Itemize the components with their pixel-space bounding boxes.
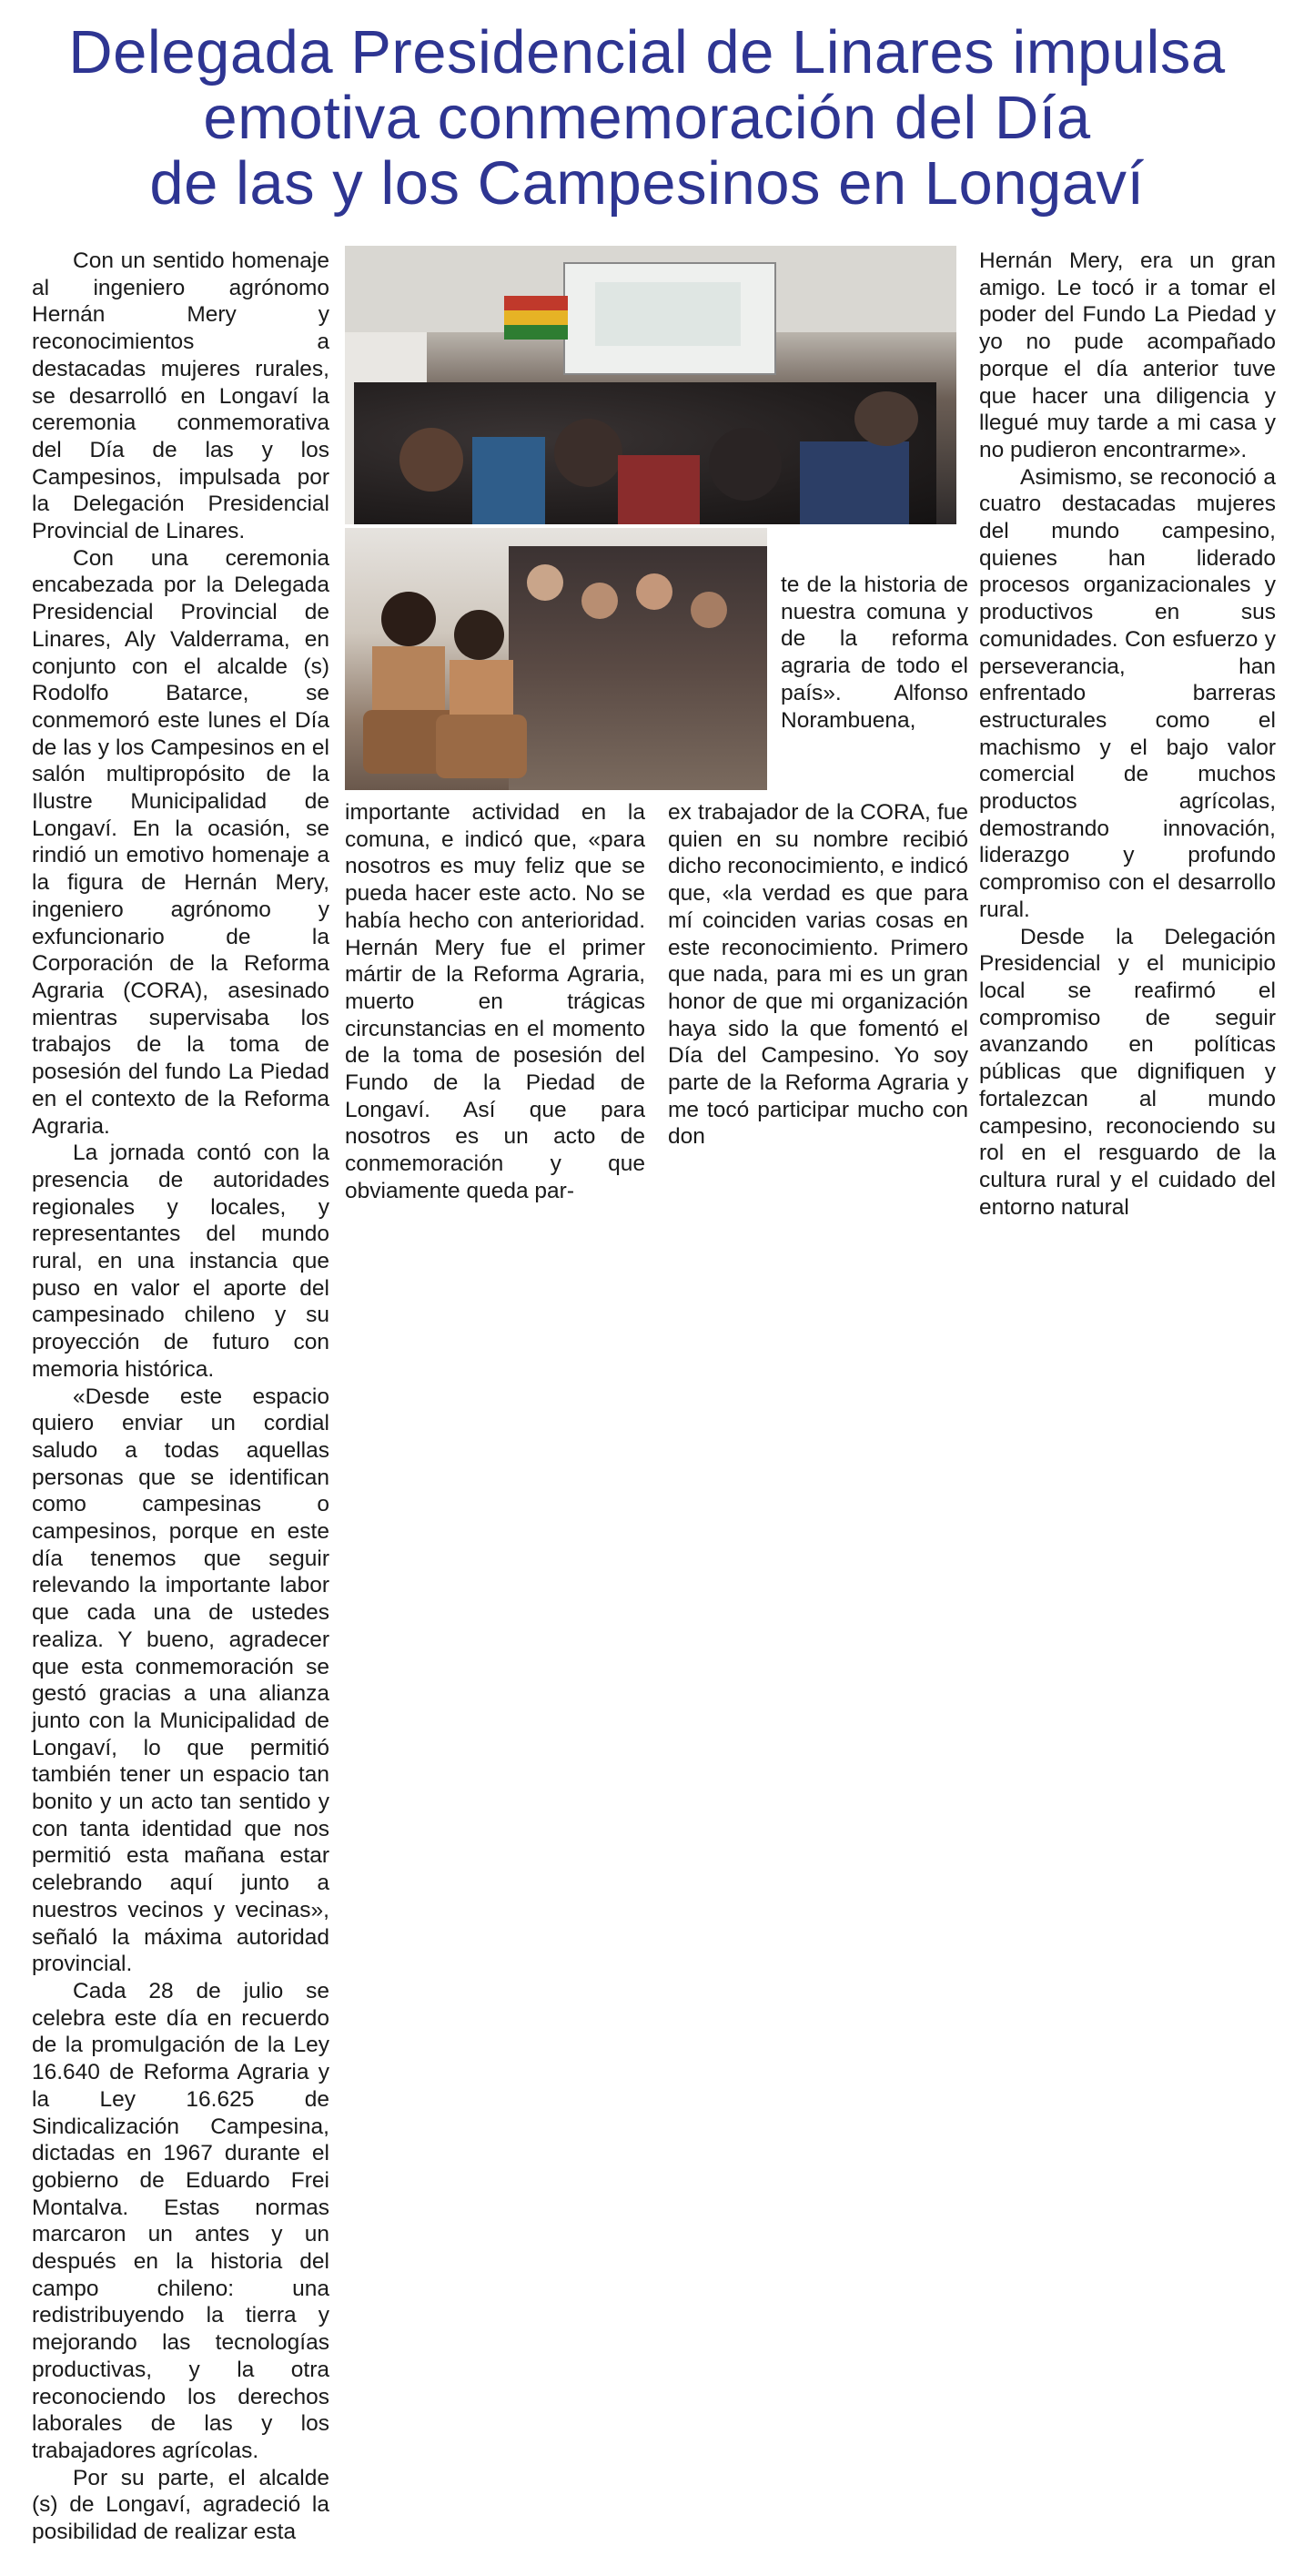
paragraph: ex trabajador de la CORA, fue quien en su nombre recibió dicho reconocimiento, e indicó que, «la verdad es que para mí coinciden varias cosas en este reconocimiento. Primero que nada, para mi es un gran honor de que mi organización haya sido la que fomentó el Día del Campesino. Yo soy parte de la Reforma Agraria y me tocó participar mucho con don [668, 800, 968, 1150]
dance-performance-photo [345, 528, 767, 790]
paragraph: La jornada contó con la presencia de autoridades regionales y locales, y representantes del mundo rural, en una instancia que puso en valor el aporte del campesinado chileno y su proyección de futuro con memoria histórica. [32, 1141, 329, 1382]
article-column-3-top [781, 572, 968, 734]
paragraph: Cada 28 de julio se celebra este día en recuerdo de la promulgación de la Ley 16.640 de Reforma Agraria y la Ley 16.625 de Sindicalización Campesina, dictadas en 1967 durante el gobierno de Eduardo Frei Montalva. Estas normas marcaron un antes y un después en la historia del campo chileno: una redistribuyendo la tierra y mejorando las tecnologías productivas, y la otra reconociendo los derechos laborales de las y los trabajadores agrícolas. [32, 1979, 329, 2463]
article-column-3 [668, 799, 968, 1151]
paragraph: Desde la Delegación Presidencial y el municipio local se reafirmó el compromiso de seguir avanzando en políticas públicas que dignifiquen y fortalezcan al mundo campesino, reconociendo su rol en el resguardo de la cultura rural y el cuidado del entorno natural [979, 924, 1276, 1220]
paragraph: Hernán Mery, era un gran amigo. Le tocó ir a tomar el poder del Fundo La Piedad y yo no pude acompañado porque el día anterior tuve que hacer una diligencia y llegué muy tarde a mi casa y no pudieron encontrarme». [979, 248, 1276, 462]
headline-line-2: emotiva conmemoración del Día [203, 84, 1091, 152]
paragraph: Con una ceremonia encabezada por la Delegada Presidencial Provincial de Linares, Aly Valderrama, en conjunto con el alcalde (s) Rodolfo Batarce, se conmemoró este lunes el Día de las y los Campesinos en el salón multipropósito de la Ilustre Municipalidad de Longaví. En la ocasión, se rindió un emotivo homenaje a la figura de Hernán Mery, ingeniero agrónomo y exfuncionario de la Corporación de la Reforma Agraria (CORA), asesinado mientras supervisaba los trabajos de la toma de posesión del fundo La Piedad en el contexto de la Reforma Agraria. [32, 545, 329, 1139]
event-audience-photo [345, 246, 956, 524]
headline-line-1: Delegada Presidencial de Linares impulsa [68, 18, 1226, 86]
paragraph: Por su parte, el alcalde (s) de Longaví, agradeció la posibilidad de realizar esta [32, 2465, 329, 2545]
article-headline [0, 20, 1294, 217]
article-column-1 [32, 248, 329, 2546]
paragraph: Asimismo, se reconoció a cuatro destacadas mujeres del mundo campesino, quienes han liderado procesos organizacionales y productivos en sus comunidades. Con esfuerzo y perseverancia, han enfrentado barreras estructurales como el machismo y el bajo valor comercial de muchos productos agrícolas, demostrando innovación, liderazgo y profundo compromiso con el desarrollo rural. [979, 464, 1276, 922]
paragraph: «Desde este espacio quiero enviar un cordial saludo a todas aquellas personas que se identifican como campesinas o campesinos, porque en este día tenemos que seguir relevando la importante labor que cada una de ustedes realiza. Y bueno, agradecer que esta conmemoración se gestó gracias a una alianza junto con la Municipalidad de Longaví, lo que permitió también tener un espacio tan bonito y un acto tan sentido y con tanta identidad que nos permitió esta mañana estar celebrando aquí junto a nuestros vecinos y vecinas», señaló la máxima autoridad provincial. [32, 1384, 329, 1977]
article-column-4 [979, 248, 1276, 1221]
paragraph: importante actividad en la comuna, e indicó que, «para nosotros es muy feliz que se pueda hacer este acto. No se había hecho con anterioridad. Hernán Mery fue el primer mártir de la Reforma Agraria, muerto en trágicas circunstancias en el momento de la toma de posesión del Fundo de la Piedad de Longaví. Así que para nosotros es un acto de conmemoración y que obviamente queda par- [345, 800, 645, 1203]
paragraph: Con un sentido homenaje al ingeniero agrónomo Hernán Mery y reconocimientos a destacadas mujeres rurales, se desarrolló en Longaví la ceremonia conmemorativa del Día de las y los Campesinos, impulsada por la Delegación Presidencial Provincial de Linares. [32, 248, 329, 544]
article-column-2 [345, 799, 645, 1205]
headline-line-3: de las y los Campesinos en Longaví [149, 149, 1145, 218]
paragraph: te de la historia de nuestra comuna y de la reforma agraria de todo el país». Alfonso Norambuena, [781, 573, 968, 733]
